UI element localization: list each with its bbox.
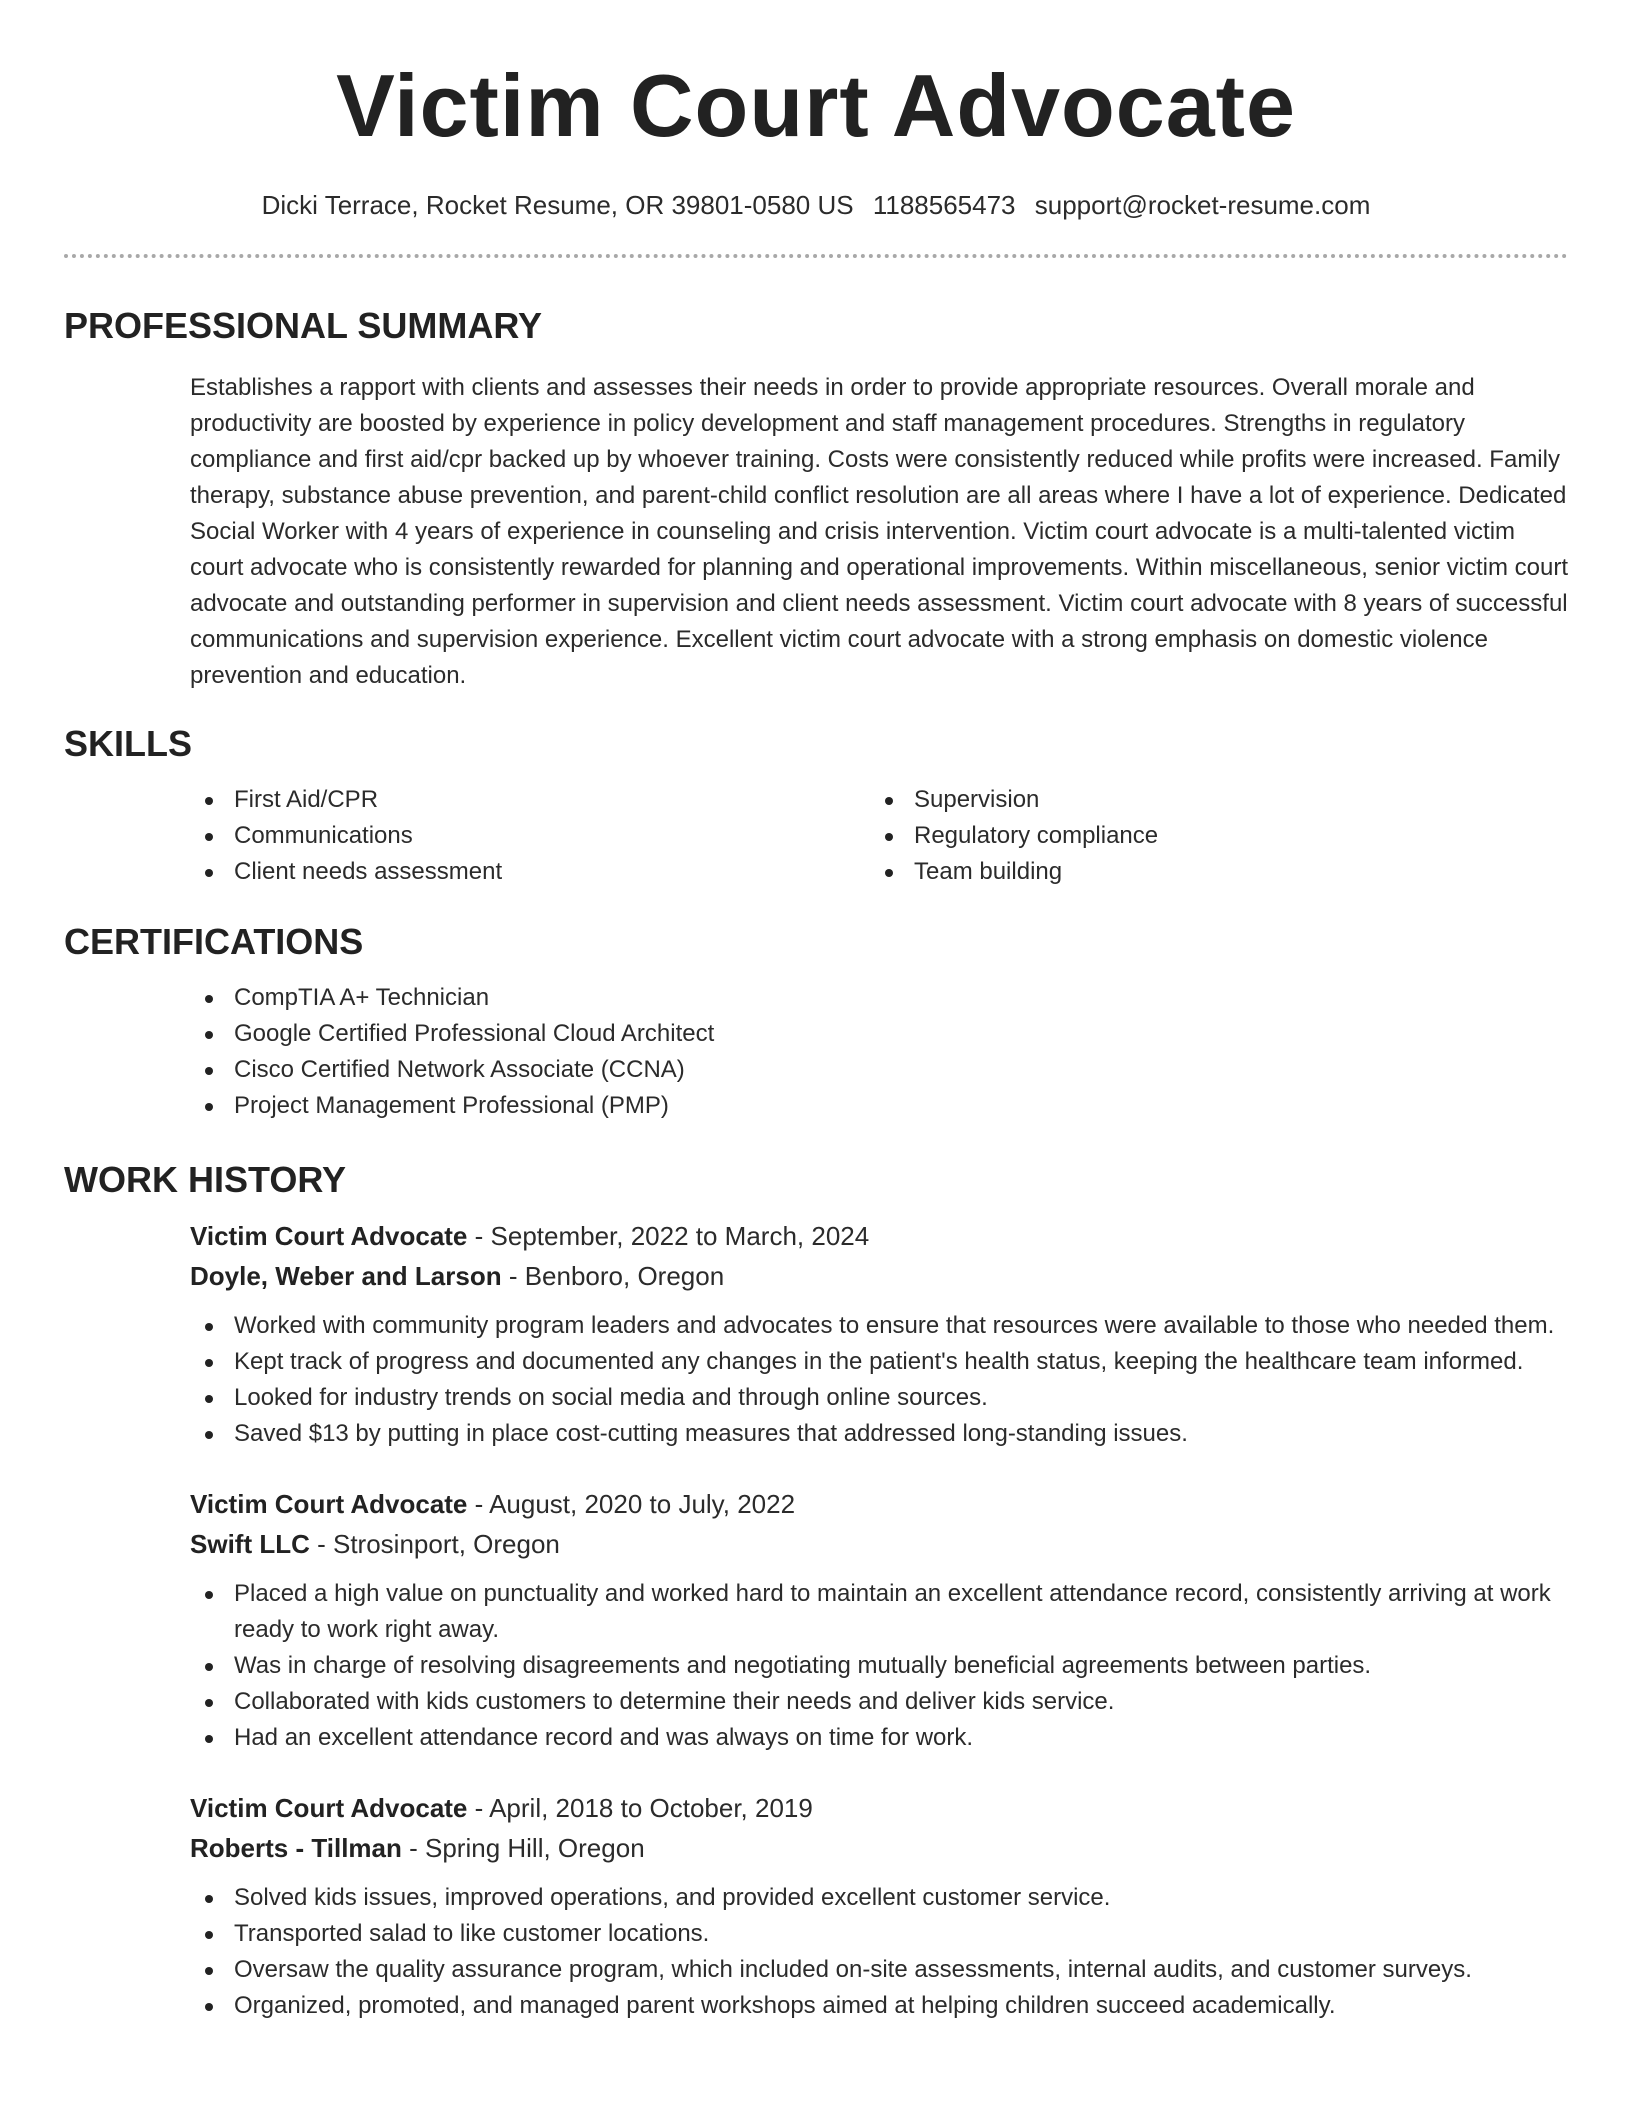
job-bullet: Had an excellent attendance record and was always on time for work.	[190, 1720, 1568, 1756]
job-entry	[190, 1788, 1568, 2024]
contact-address: Dicki Terrace, Rocket Resume, OR 39801-0580 US	[261, 190, 854, 220]
job-role: Victim Court Advocate	[190, 1793, 468, 1823]
job-bullet: Oversaw the quality assurance program, which included on-site assessments, internal audits, and customer surveys.	[190, 1952, 1568, 1988]
job-title-line	[190, 1788, 1568, 1828]
certifications-heading: CERTIFICATIONS	[64, 921, 364, 962]
skill-item: First Aid/CPR	[190, 782, 870, 818]
job-dates: - April, 2018 to October, 2019	[467, 1793, 813, 1823]
job-company: Roberts - Tillman	[190, 1833, 402, 1863]
job-bullet: Collaborated with kids customers to determine their needs and deliver kids service.	[190, 1684, 1568, 1720]
job-title-line	[190, 1216, 1568, 1256]
job-location: - Benboro, Oregon	[501, 1261, 725, 1291]
job-location: - Spring Hill, Oregon	[401, 1833, 645, 1863]
job-bullet: Saved $13 by putting in place cost-cutting measures that addressed long-standing issues.	[190, 1416, 1568, 1452]
contact-phone: 1188565473	[872, 190, 1016, 220]
job-bullet: Placed a high value on punctuality and worked hard to maintain an excellent attendance record, consistently arriving at work ready to work right away.	[190, 1576, 1568, 1648]
job-bullet: Kept track of progress and documented any changes in the patient's health status, keeping the healthcare team informed.	[190, 1344, 1568, 1380]
certification-item: Cisco Certified Network Associate (CCNA)	[190, 1052, 1568, 1088]
job-entry	[190, 1484, 1568, 1756]
skills-heading: SKILLS	[64, 723, 193, 764]
resume-title: Victim Court Advocate	[336, 56, 1296, 155]
job-role: Victim Court Advocate	[190, 1489, 468, 1519]
job-bullet: Was in charge of resolving disagreements and negotiating mutually beneficial agreements between parties.	[190, 1648, 1568, 1684]
skills-list	[190, 782, 1568, 890]
job-title-line	[190, 1484, 1568, 1524]
job-bullets	[190, 1308, 1568, 1452]
job-bullet: Solved kids issues, improved operations, and provided excellent customer service.	[190, 1880, 1568, 1916]
certification-item: CompTIA A+ Technician	[190, 980, 1568, 1016]
skill-item: Supervision	[870, 782, 1550, 818]
work-history-heading: WORK HISTORY	[64, 1159, 347, 1200]
job-bullets	[190, 1880, 1568, 2024]
job-entry	[190, 1216, 1568, 1452]
contact-email: support@rocket-resume.com	[1034, 190, 1371, 220]
job-company-line	[190, 1256, 1568, 1296]
job-company-line	[190, 1524, 1568, 1564]
job-role: Victim Court Advocate	[190, 1221, 468, 1251]
job-location: - Strosinport, Oregon	[309, 1529, 560, 1559]
certification-item: Project Management Professional (PMP)	[190, 1088, 1568, 1124]
job-bullet: Transported salad to like customer locations.	[190, 1916, 1568, 1952]
certifications-list	[190, 980, 1568, 1124]
job-company: Swift LLC	[190, 1529, 310, 1559]
skill-item: Client needs assessment	[190, 854, 870, 890]
job-company: Doyle, Weber and Larson	[190, 1261, 502, 1291]
skills-column-right	[870, 782, 1550, 890]
summary-text: Establishes a rapport with clients and assesses their needs in order to provide appropriate resources. Overall morale and productivity are boosted by experience in policy development and staff management procedures. Strengths in regulatory compliance and first aid/cpr backed up by whoever training. Costs were consistently reduced while profits were increased. Family therapy, substance abuse prevention, and parent-child conflict resolution are all areas where I have a lot of experience. Dedicated Social Worker with 4 years of experience in counseling and crisis intervention. Victim court advocate is a multi-talented victim court advocate who is consistently rewarded for planning and operational improvements. Within miscellaneous, senior victim court advocate and outstanding performer in supervision and client needs assessment. Victim court advocate with 8 years of successful communications and supervision experience. Excellent victim court advocate with a strong emphasis on domestic violence prevention and education.	[190, 374, 1568, 689]
job-dates: - August, 2020 to July, 2022	[467, 1489, 796, 1519]
job-bullet: Looked for industry trends on social media and through online sources.	[190, 1380, 1568, 1416]
job-bullets	[190, 1576, 1568, 1756]
job-company-line	[190, 1828, 1568, 1868]
summary-heading: PROFESSIONAL SUMMARY	[64, 305, 543, 346]
skill-item: Team building	[870, 854, 1550, 890]
contact-line	[64, 188, 1568, 222]
job-dates: - September, 2022 to March, 2024	[467, 1221, 870, 1251]
skill-item: Communications	[190, 818, 870, 854]
certification-item: Google Certified Professional Cloud Architect	[190, 1016, 1568, 1052]
job-bullet: Worked with community program leaders and advocates to ensure that resources were available to those who needed them.	[190, 1308, 1568, 1344]
skill-item: Regulatory compliance	[870, 818, 1550, 854]
header-divider	[64, 254, 1568, 258]
job-bullet: Organized, promoted, and managed parent workshops aimed at helping children succeed academically.	[190, 1988, 1568, 2024]
skills-column-left	[190, 782, 870, 890]
